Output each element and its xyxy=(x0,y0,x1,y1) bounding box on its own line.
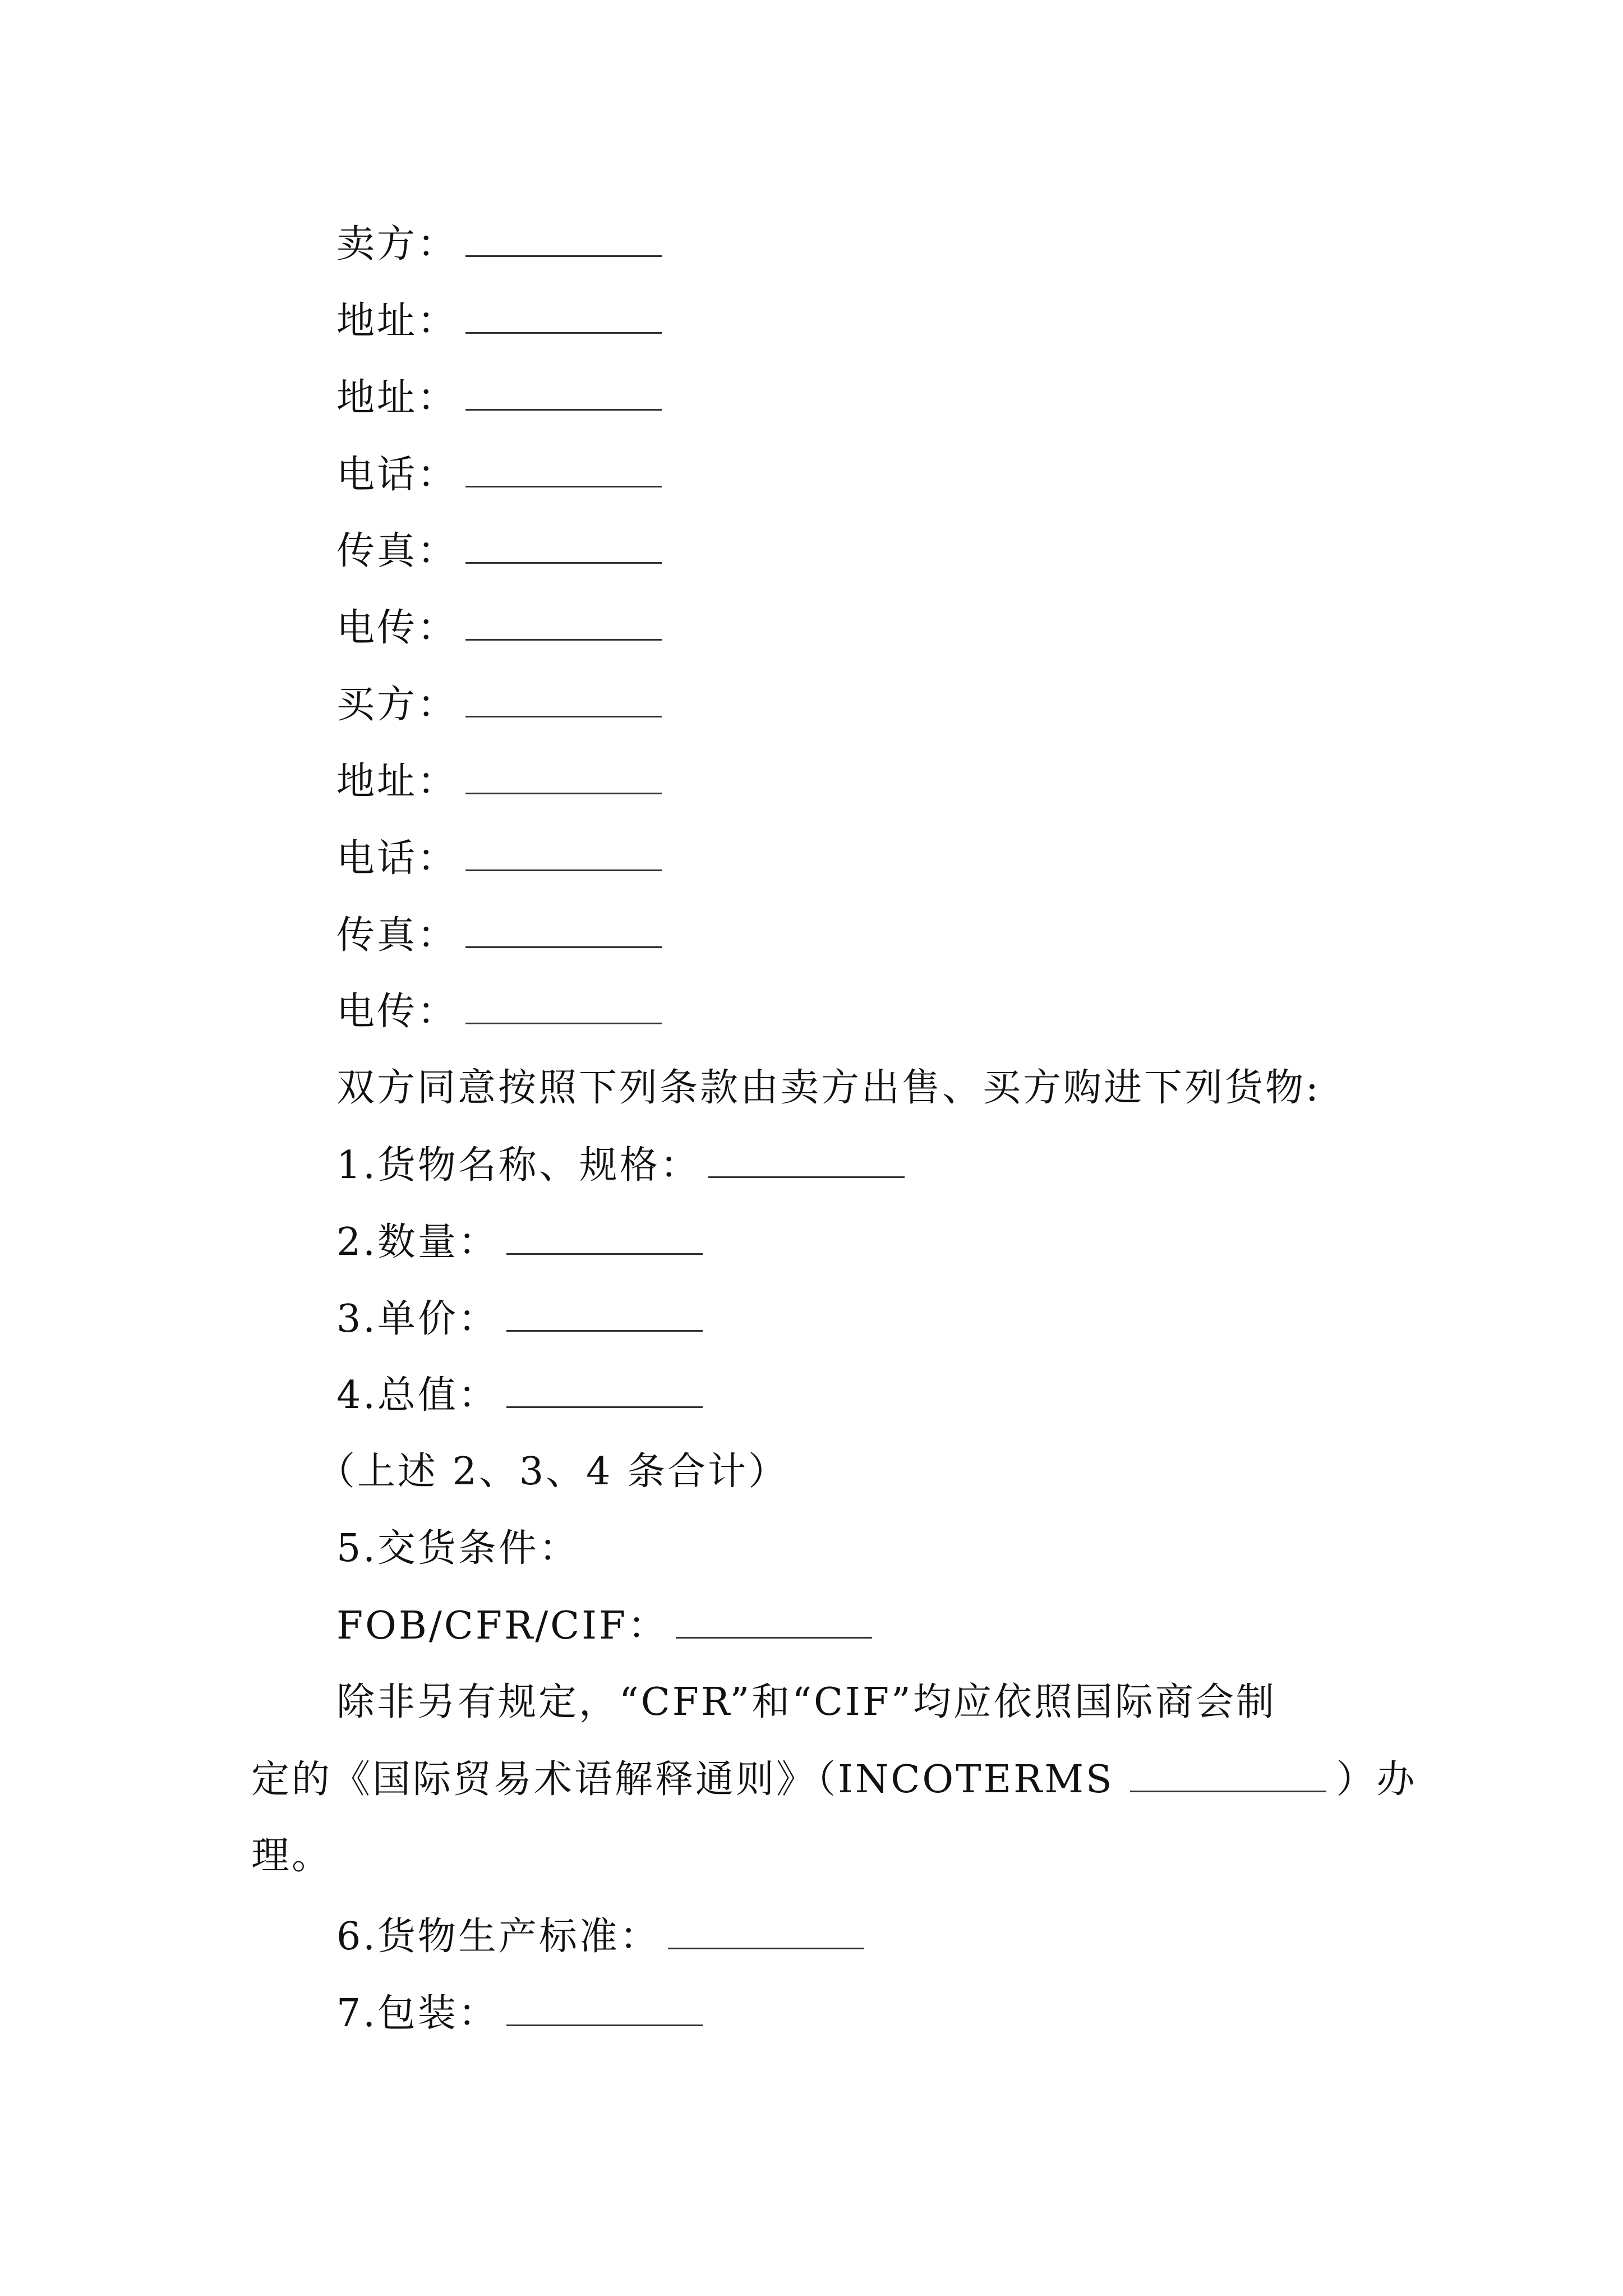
buyer-phone-blank[interactable] xyxy=(465,836,662,871)
incoterms-paragraph-line-3 xyxy=(251,1834,332,1879)
buyer-telex-blank[interactable] xyxy=(465,989,662,1024)
unit-price-label: 3.单价： xyxy=(336,1297,499,1341)
incoterms-text-line-2-prefix: 定的《国际贸易术语解释通则》（INCOTERMS xyxy=(251,1757,1114,1802)
production-standard-row xyxy=(336,1914,864,1959)
seller-fax-label: 传真： xyxy=(336,529,458,573)
seller-phone-row xyxy=(336,452,662,498)
total-value-label: 4.总值： xyxy=(336,1373,499,1418)
seller-telex-blank[interactable] xyxy=(465,605,662,641)
incoterms-text-line-3: 理。 xyxy=(251,1834,333,1878)
buyer-address-row xyxy=(336,759,662,804)
buyer-fax-label: 传真： xyxy=(336,913,458,958)
buyer-phone-row xyxy=(336,836,662,881)
quantity-row xyxy=(336,1220,703,1265)
seller-telex-row xyxy=(336,605,662,651)
incoterms-text-line-2-suffix: ）办 xyxy=(1336,1757,1417,1802)
seller-address-blank-1[interactable] xyxy=(465,298,662,334)
goods-name-row xyxy=(336,1143,905,1188)
incoterms-paragraph-line-1 xyxy=(336,1680,1276,1725)
seller-address-row-1 xyxy=(336,298,662,344)
fob-cfr-cif-blank[interactable] xyxy=(676,1603,872,1639)
fob-cfr-cif-row xyxy=(336,1603,872,1649)
delivery-terms-row xyxy=(336,1526,579,1571)
buyer-address-label: 地址： xyxy=(336,760,458,804)
total-note-text: （上述 2、3、4 条合计） xyxy=(317,1450,789,1494)
intro-paragraph xyxy=(336,1066,1321,1111)
seller-telex-label: 电传： xyxy=(336,606,458,650)
production-standard-label: 6.货物生产标准： xyxy=(336,1915,660,1959)
buyer-row xyxy=(336,682,662,728)
unit-price-row xyxy=(336,1296,703,1342)
incoterms-text-line-1: 除非另有规定，“CFR”和“CIF”均应依照国际商会制 xyxy=(336,1680,1276,1724)
goods-name-blank[interactable] xyxy=(708,1143,905,1178)
seller-phone-label: 电话： xyxy=(336,453,458,497)
seller-address-label-2: 地址： xyxy=(336,376,458,420)
packaging-blank[interactable] xyxy=(506,1991,703,2026)
production-standard-blank[interactable] xyxy=(668,1914,864,1949)
goods-name-label: 1.货物名称、规格： xyxy=(336,1143,700,1188)
seller-fax-blank[interactable] xyxy=(465,528,662,564)
total-value-blank[interactable] xyxy=(506,1373,703,1408)
buyer-label: 买方： xyxy=(336,683,458,727)
seller-address-label-1: 地址： xyxy=(336,299,458,343)
incoterms-paragraph-line-2 xyxy=(251,1757,1417,1802)
incoterms-version-blank[interactable] xyxy=(1130,1757,1326,1792)
seller-fax-row xyxy=(336,528,662,574)
intro-text: 双方同意按照下列条款由卖方出售、买方购进下列货物: xyxy=(336,1066,1321,1110)
buyer-telex-row xyxy=(336,989,662,1034)
seller-blank[interactable] xyxy=(465,222,662,257)
buyer-address-blank[interactable] xyxy=(465,759,662,794)
packaging-row xyxy=(336,1991,703,2036)
buyer-blank[interactable] xyxy=(465,682,662,717)
seller-address-row-2 xyxy=(336,375,662,421)
quantity-label: 2.数量： xyxy=(336,1220,499,1264)
buyer-fax-row xyxy=(336,913,662,958)
total-value-row xyxy=(336,1373,703,1418)
fob-cfr-cif-label: FOB/CFR/CIF： xyxy=(336,1604,668,1648)
packaging-label: 7.包装： xyxy=(336,1991,499,2036)
seller-address-blank-2[interactable] xyxy=(465,375,662,411)
quantity-blank[interactable] xyxy=(506,1220,703,1255)
seller-phone-blank[interactable] xyxy=(465,452,662,487)
total-note-row xyxy=(317,1450,789,1494)
buyer-phone-label: 电话： xyxy=(336,836,458,881)
unit-price-blank[interactable] xyxy=(506,1296,703,1332)
buyer-telex-label: 电传： xyxy=(336,990,458,1034)
buyer-fax-blank[interactable] xyxy=(465,913,662,948)
seller-label: 卖方： xyxy=(336,222,458,266)
seller-row xyxy=(336,222,662,267)
delivery-terms-label: 5.交货条件： xyxy=(336,1526,579,1571)
